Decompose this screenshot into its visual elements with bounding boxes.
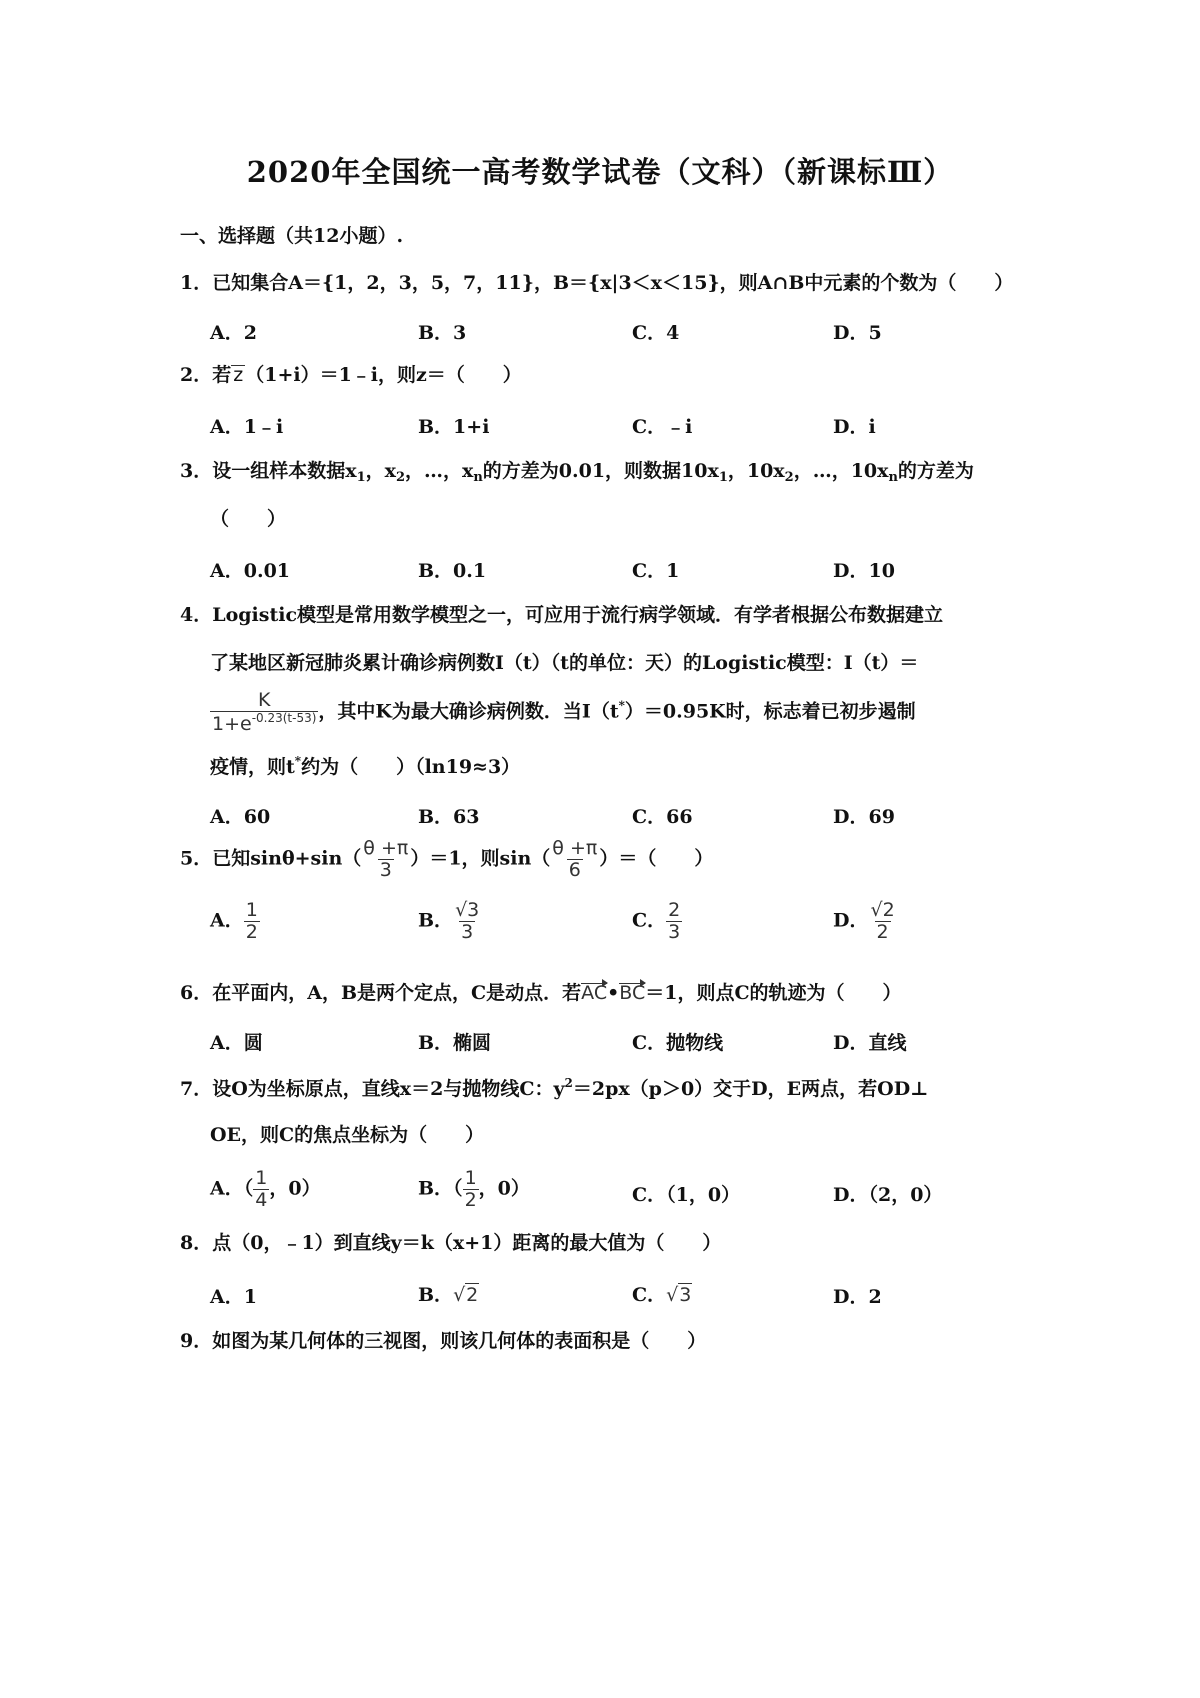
question-5-text (180, 838, 713, 881)
q7-option-c: C．（1，0） (632, 1184, 741, 1206)
option-tail: ，0） (269, 1177, 321, 1200)
q6-option-b: B．椭圆 (418, 1032, 492, 1054)
q4-part: 疫情，则t (210, 756, 295, 778)
z-conjugate: z (233, 364, 244, 386)
sqrt-3: √3 (666, 1284, 692, 1306)
q3-part: ，…，10x (793, 460, 889, 482)
sqrt-2: √2 (453, 1284, 479, 1306)
q2-rest: （1+i）＝1﹣i，则z＝（ ） (245, 364, 522, 386)
superscript: 2 (564, 1076, 573, 1090)
theta-plus-pi-over-6 (550, 838, 599, 881)
q3-part: ，x (365, 460, 396, 482)
vector-bc: BC (619, 982, 646, 1004)
fraction-denominator: 2 (245, 920, 258, 943)
q5-part: ）＝（ ） (599, 847, 714, 870)
fraction (868, 900, 896, 943)
fraction-numerator: √2 (870, 899, 895, 921)
q7-option-a (210, 1168, 321, 1211)
question-9-text: 9．如图为某几何体的三视图，则该几何体的表面积是（ ） (180, 1330, 707, 1352)
fraction-numerator: 1 (464, 1167, 477, 1189)
q4-option-d: D．69 (833, 806, 895, 828)
q3-part: ，…，x (404, 460, 474, 482)
q3-part: 的方差为0.01，则数据10x (482, 460, 719, 482)
q4-part: ）＝0.95K时，标志着已初步遏制 (624, 700, 916, 723)
q7-part: ＝2px（p＞0）交于D，E两点，若OD⊥ (572, 1078, 929, 1100)
subscript: n (473, 470, 483, 485)
q5-part: ）＝1，则sin（ (410, 847, 551, 870)
option-label: B． (418, 909, 454, 932)
q6-part: ＝1，则点C的轨迹为（ ） (645, 982, 902, 1004)
q6-option-a: A．圆 (210, 1032, 263, 1054)
option-label: C． (632, 1284, 667, 1306)
q4-part: 约为（ ）（ln19≈3） (301, 756, 521, 778)
q5-option-b (418, 900, 481, 943)
question-4-line-4 (210, 754, 520, 779)
subscript: 2 (784, 470, 794, 485)
fraction (453, 900, 481, 943)
fraction-denominator: 3 (379, 858, 392, 881)
section-heading: 一、选择题（共12小题）. (180, 225, 404, 247)
fraction-numerator: K (257, 689, 271, 711)
page-title: 2020年全国统一高考数学试卷（文科）（新课标Ⅲ） (246, 155, 954, 189)
question-3-line-1 (180, 460, 974, 486)
fraction-numerator (550, 838, 599, 859)
fraction (463, 1168, 479, 1211)
q5-option-a (210, 900, 260, 943)
q8-option-a: A．1 (210, 1286, 257, 1308)
option-label: D． (833, 909, 869, 932)
q3-option-c: C．1 (632, 560, 680, 582)
pi-symbol: π (585, 837, 598, 859)
q4-option-b: B．63 (418, 806, 480, 828)
fraction-numerator: 2 (668, 899, 681, 921)
pi-symbol: π (396, 837, 409, 859)
question-7-line-1 (180, 1076, 928, 1101)
subscript: 1 (718, 470, 728, 485)
q8-option-d: D．2 (833, 1286, 882, 1308)
q5-part: 5．已知sinθ+sin（ (180, 847, 362, 870)
q4-option-a: A．60 (210, 806, 271, 828)
q8-option-c (632, 1280, 692, 1307)
question-6-text (180, 982, 902, 1005)
option-label: A．（ (210, 1177, 254, 1200)
question-4-line-3 (210, 690, 916, 735)
fraction-denominator: 3 (668, 920, 681, 943)
exponent: -0.23(t-53) (251, 710, 317, 725)
radicand: 2 (466, 1284, 479, 1306)
q2-option-a: A．1﹣i (210, 416, 284, 438)
option-label: C． (632, 909, 667, 932)
theta-term: θ + (552, 837, 586, 859)
q8-option-b (418, 1280, 479, 1307)
q6-option-c: C．抛物线 (632, 1032, 724, 1054)
subscript: n (888, 470, 898, 485)
q5-option-c (632, 900, 682, 943)
option-label: B．（ (418, 1177, 463, 1200)
subscript: 2 (395, 470, 405, 485)
q4-option-c: C．66 (632, 806, 693, 828)
q4-part: ，其中K为最大确诊病例数．当I（t (318, 700, 619, 723)
question-7-line-2: OE，则C的焦点坐标为（ ） (210, 1124, 485, 1146)
fraction-denominator: 2 (464, 1188, 477, 1211)
q6-option-d: D．直线 (833, 1032, 907, 1054)
fraction-numerator: √3 (455, 899, 480, 921)
q1-option-a: A．2 (210, 322, 257, 344)
denominator-base: 1+e (212, 712, 252, 735)
q7-part: 7．设O为坐标原点，直线x＝2与抛物线C：y (180, 1078, 565, 1100)
q5-option-d (833, 900, 897, 943)
fraction (244, 900, 260, 943)
fraction-numerator: 1 (255, 1167, 268, 1189)
option-tail: ，0） (478, 1177, 530, 1200)
q7-option-d: D．（2，0） (833, 1184, 943, 1206)
q1-option-c: C．4 (632, 322, 680, 344)
q2-prefix: 2．若 (180, 364, 232, 386)
option-label: B． (418, 1284, 454, 1306)
fraction (666, 900, 682, 943)
q6-part: 6．在平面内，A，B是两个定点，C是动点．若 (180, 982, 582, 1004)
question-1-text: 1．已知集合A＝{1，2，3，5，7，11}，B＝{x|3＜x＜15}，则A∩B中元素的个数为（ ） (180, 272, 1014, 294)
question-2-text (180, 364, 522, 387)
superscript: * (294, 754, 302, 768)
q2-option-c: C．﹣i (632, 416, 693, 438)
question-8-text: 8．点（0，﹣1）到直线y＝k（x+1）距离的最大值为（ ） (180, 1232, 722, 1254)
question-4-line-1: 4．Logistic模型是常用数学模型之一，可应用于流行病学领域．有学者根据公布数据建立 (180, 604, 944, 626)
fraction-denominator: 4 (255, 1188, 268, 1211)
q3-option-a: A．0.01 (210, 560, 291, 582)
radicand: 3 (679, 1284, 692, 1306)
q3-part: ，10x (727, 460, 785, 482)
fraction-denominator: 3 (461, 920, 474, 943)
question-3-line-2: （ ） (210, 508, 287, 530)
q3-option-b: B．0.1 (418, 560, 487, 582)
q1-option-b: B．3 (418, 322, 467, 344)
q1-option-d: D．5 (833, 322, 882, 344)
fraction-denominator: 6 (568, 858, 581, 881)
vector-ac: AC (581, 982, 608, 1004)
q3-part: 的方差为 (897, 460, 974, 482)
theta-plus-pi-over-3 (361, 838, 410, 881)
q2-option-d: D．i (833, 416, 876, 438)
q2-option-b: B．1+i (418, 416, 490, 438)
q3-part: 3．设一组样本数据x (180, 460, 357, 482)
q3-option-d: D．10 (833, 560, 895, 582)
theta-term: θ + (363, 837, 397, 859)
logistic-fraction (210, 690, 318, 735)
fraction-numerator (361, 838, 410, 859)
fraction-numerator: 1 (245, 899, 258, 921)
dot-operator: • (607, 982, 620, 1004)
fraction-denominator: 2 (876, 920, 889, 943)
superscript: * (618, 698, 625, 713)
q7-option-b (418, 1168, 530, 1211)
option-label: A． (210, 909, 244, 932)
subscript: 1 (356, 470, 366, 485)
question-4-line-2: 了某地区新冠肺炎累计确诊病例数I（t）（t的单位：天）的Logistic模型：I（t）＝ (210, 652, 919, 674)
fraction-denominator (210, 711, 318, 735)
fraction (253, 1168, 269, 1211)
